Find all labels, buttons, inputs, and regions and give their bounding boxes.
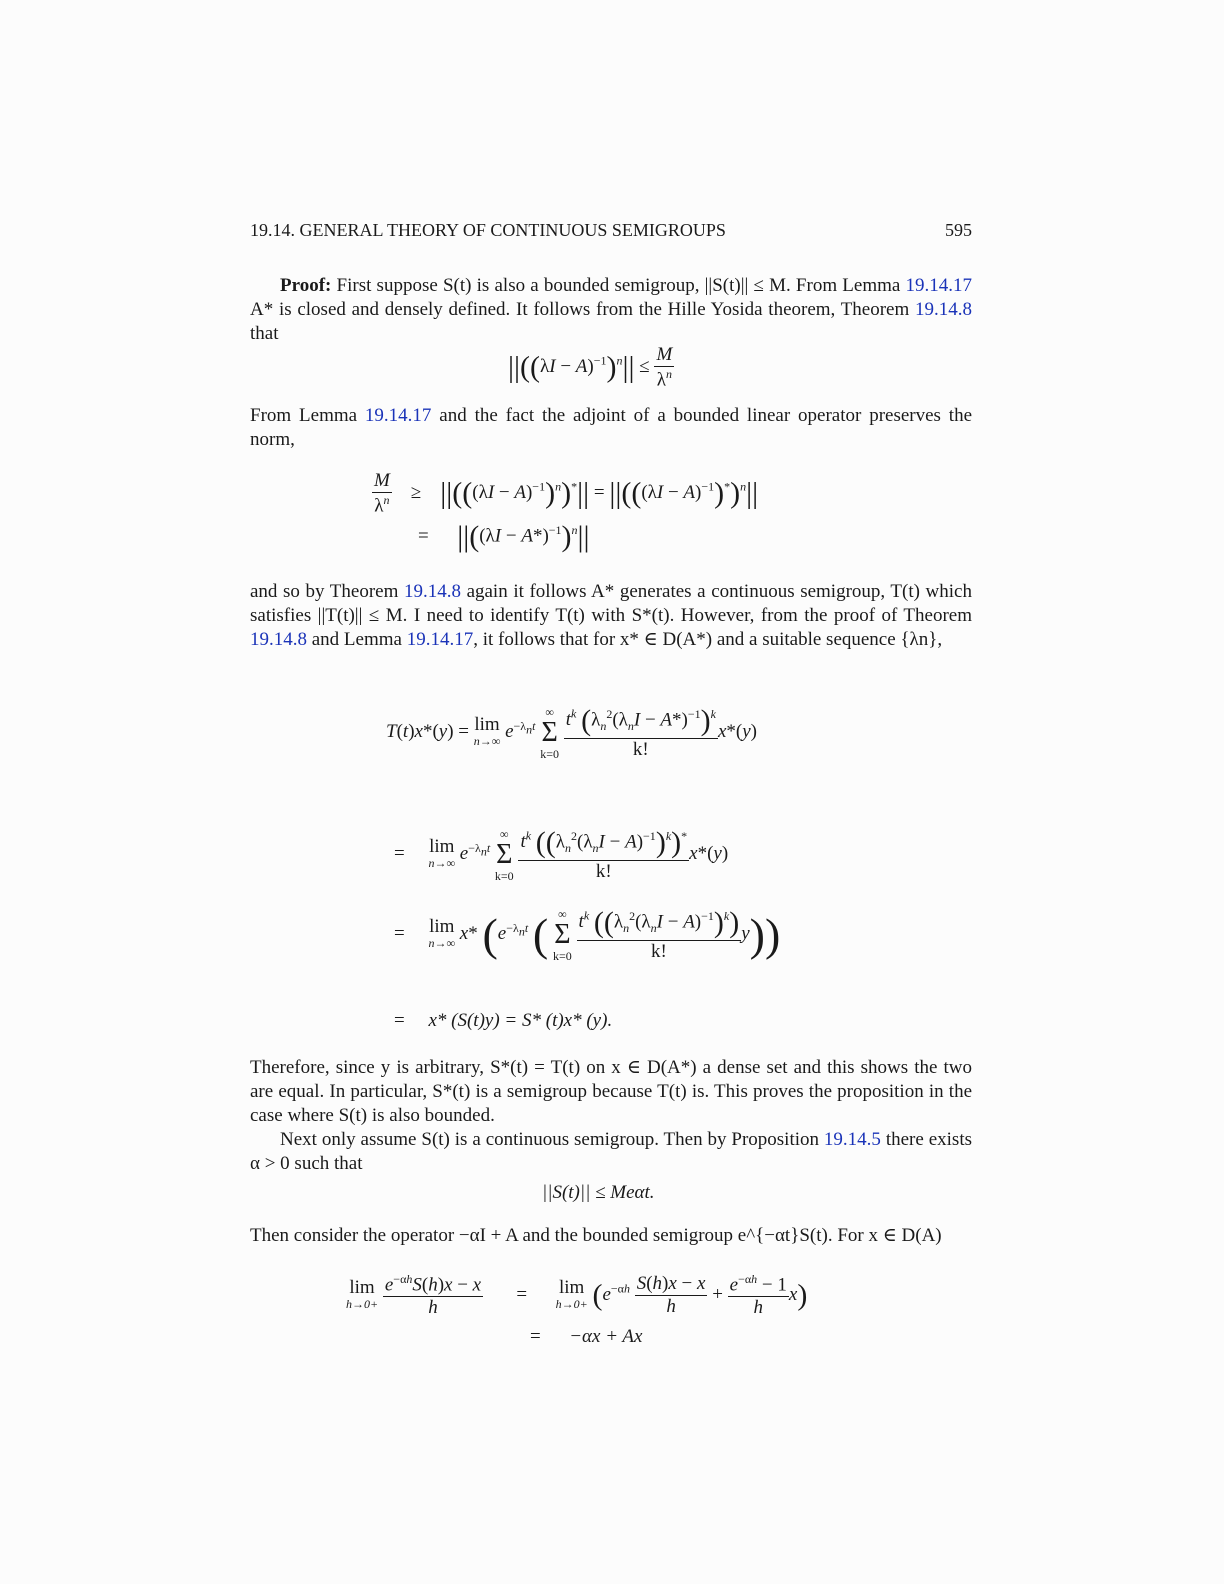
result: −αx + Ax [569,1326,643,1347]
theorem-link[interactable]: 19.14.8 [250,629,307,650]
sum-top: ∞ [500,826,509,841]
numerator: M [656,344,673,365]
denominator: k! [595,861,612,882]
inequality: ||S(t)|| ≤ Meαt. [542,1182,655,1203]
denominator: h [666,1296,676,1318]
lim: lim [558,1276,585,1298]
equation-generator-limit: lim h→0+ $\frac{e^{-\alpha h}S(h)x - x}{h}$ = lim h→0+ ($e^{-\alpha h}$ $\frac{S(h)x - x}{h}$ + $\frac{e^{-\alpha h} - 1}{h}$ x) [346,1272,808,1319]
lim-sub: n→∞ [473,733,501,748]
equation-series-3: = lim n→∞ x* ($e^{-\lambda_nt}$ ( ∞ Σ k=0 $\frac{t^k ((\lambda_n^2(\lambda_nI - A)^{-1})^k)}{k!}$ y)) [394,906,781,963]
sum-top: ∞ [545,704,554,719]
equation-series-2: = lim n→∞ $e^{-\lambda_nt}$ ∞ Σ k=0 $\frac{t^k ((\lambda_n^2(\lambda_nI - A)^{-1})^k)^*}{k!}$ x*(y) [394,826,729,883]
proof-paragraph-4: Therefore, since y is arbitrary, S*(t) = T(t) on x ∈ D(A*) a dense set and this shows the two are equal. In particular, S*(t) is a semigroup because T(t) is. This proves the proposition in the case where S(t) is also bounded. [250,1057,972,1126]
denominator: k! [650,941,667,962]
denominator: k! [632,739,649,760]
lim-sub: h→0+ [555,1296,588,1311]
result: x* (S(t)y) = S* (t)x* (y). [428,1010,613,1031]
text: , it follows that for x* ∈ D(A*) and a suitable sequence {λn}, [473,629,943,650]
lim: lim [429,835,455,857]
sum-bottom: k=0 [553,948,572,963]
lim: lim [474,713,500,735]
relation: = [418,525,429,547]
text: again it follows A* generates a continuous semigroup, T(t) which satisfies ||T(t)|| ≤ M. I need to identify T(t) with S*(t). However, from the proof of Theorem [250,581,972,626]
lim: lim [429,915,455,937]
equation-resolvent-bound: $||((\lambda I - A)^{-1})^n||$ ≤ $\frac{M}{\lambda^n}$ [508,344,673,391]
page-number: 595 [945,220,972,240]
proof-paragraph-2 [250,404,972,452]
lim-sub: n→∞ [428,855,456,870]
text: Next only assume S(t) is a continuous semigroup. Then by Proposition [280,1129,824,1150]
proof-paragraph-3 [250,580,972,652]
section-title: 19.14. GENERAL THEORY OF CONTINUOUS SEMIGROUPS [250,220,726,240]
lim-sub: n→∞ [428,935,456,950]
denominator: h [428,1297,438,1319]
lemma-link[interactable]: 19.14.17 [905,275,972,296]
denominator: h [753,1297,764,1319]
relation: = [516,1284,528,1306]
text: From Lemma [250,405,365,426]
lemma-link[interactable]: 19.14.17 [406,629,474,650]
sum-top: ∞ [558,906,567,921]
text: and so by Theorem [250,581,404,602]
text: that [250,323,279,344]
text: and Lemma [307,629,407,650]
proof-paragraph-5 [250,1128,972,1176]
theorem-link[interactable]: 19.14.8 [403,581,461,602]
equation-growth-bound [542,1182,655,1204]
text: there exists α > 0 such that [250,1129,972,1174]
equation-series-4 [394,1010,612,1032]
text: First suppose S(t) is also a bounded semigroup, ||S(t)|| ≤ M. From Lemma [331,275,906,296]
sum-bottom: k=0 [494,868,514,883]
equation-adjoint-norm-2: = $||((\lambda I - A*)^{-1})^n||$ [418,520,590,553]
lim-sub: h→0+ [346,1296,379,1311]
equation-T-series: T(t)x*(y) = lim n→∞ $e^{-\lambda_nt}$ ∞ Σ k=0 $\frac{t^k (\lambda_n^2(\lambda_nI - A*)^{-1})^k}{k!}$ x*(y) [386,704,757,761]
proof-paragraph-1 [250,274,972,346]
running-header [250,220,972,241]
proof-label: Proof: [280,275,332,296]
relation: = [394,922,405,944]
sum-bottom: k=0 [540,746,559,761]
equation-adjoint-norm: $\frac{M}{\lambda^n}$ ≥ $||(((\lambda I - A)^{-1})^n)^*|| = ||(((\lambda I - A)^{-1})^*)^n||$ [374,470,759,517]
proposition-link[interactable]: 19.14.5 [823,1129,881,1150]
equation-generator-limit-2 [530,1326,642,1348]
text: and the fact the adjoint of a bounded linear operator preserves the norm, [250,405,973,450]
lemma-link[interactable]: 19.14.17 [364,405,432,426]
theorem-link[interactable]: 19.14.8 [915,299,972,320]
relation: = [394,1010,405,1031]
lim: lim [349,1276,375,1298]
relation: ≥ [410,482,422,504]
numerator: M [374,470,390,491]
relation: = [530,1326,541,1347]
text: A* is closed and densely defined. It follows from the Hille Yosida theorem, Theorem [250,299,915,320]
relation: = [394,842,405,864]
proof-paragraph-6: Then consider the operator −αI + A and the bounded semigroup e^{−αt}S(t). For x ∈ D(A) [250,1225,942,1246]
